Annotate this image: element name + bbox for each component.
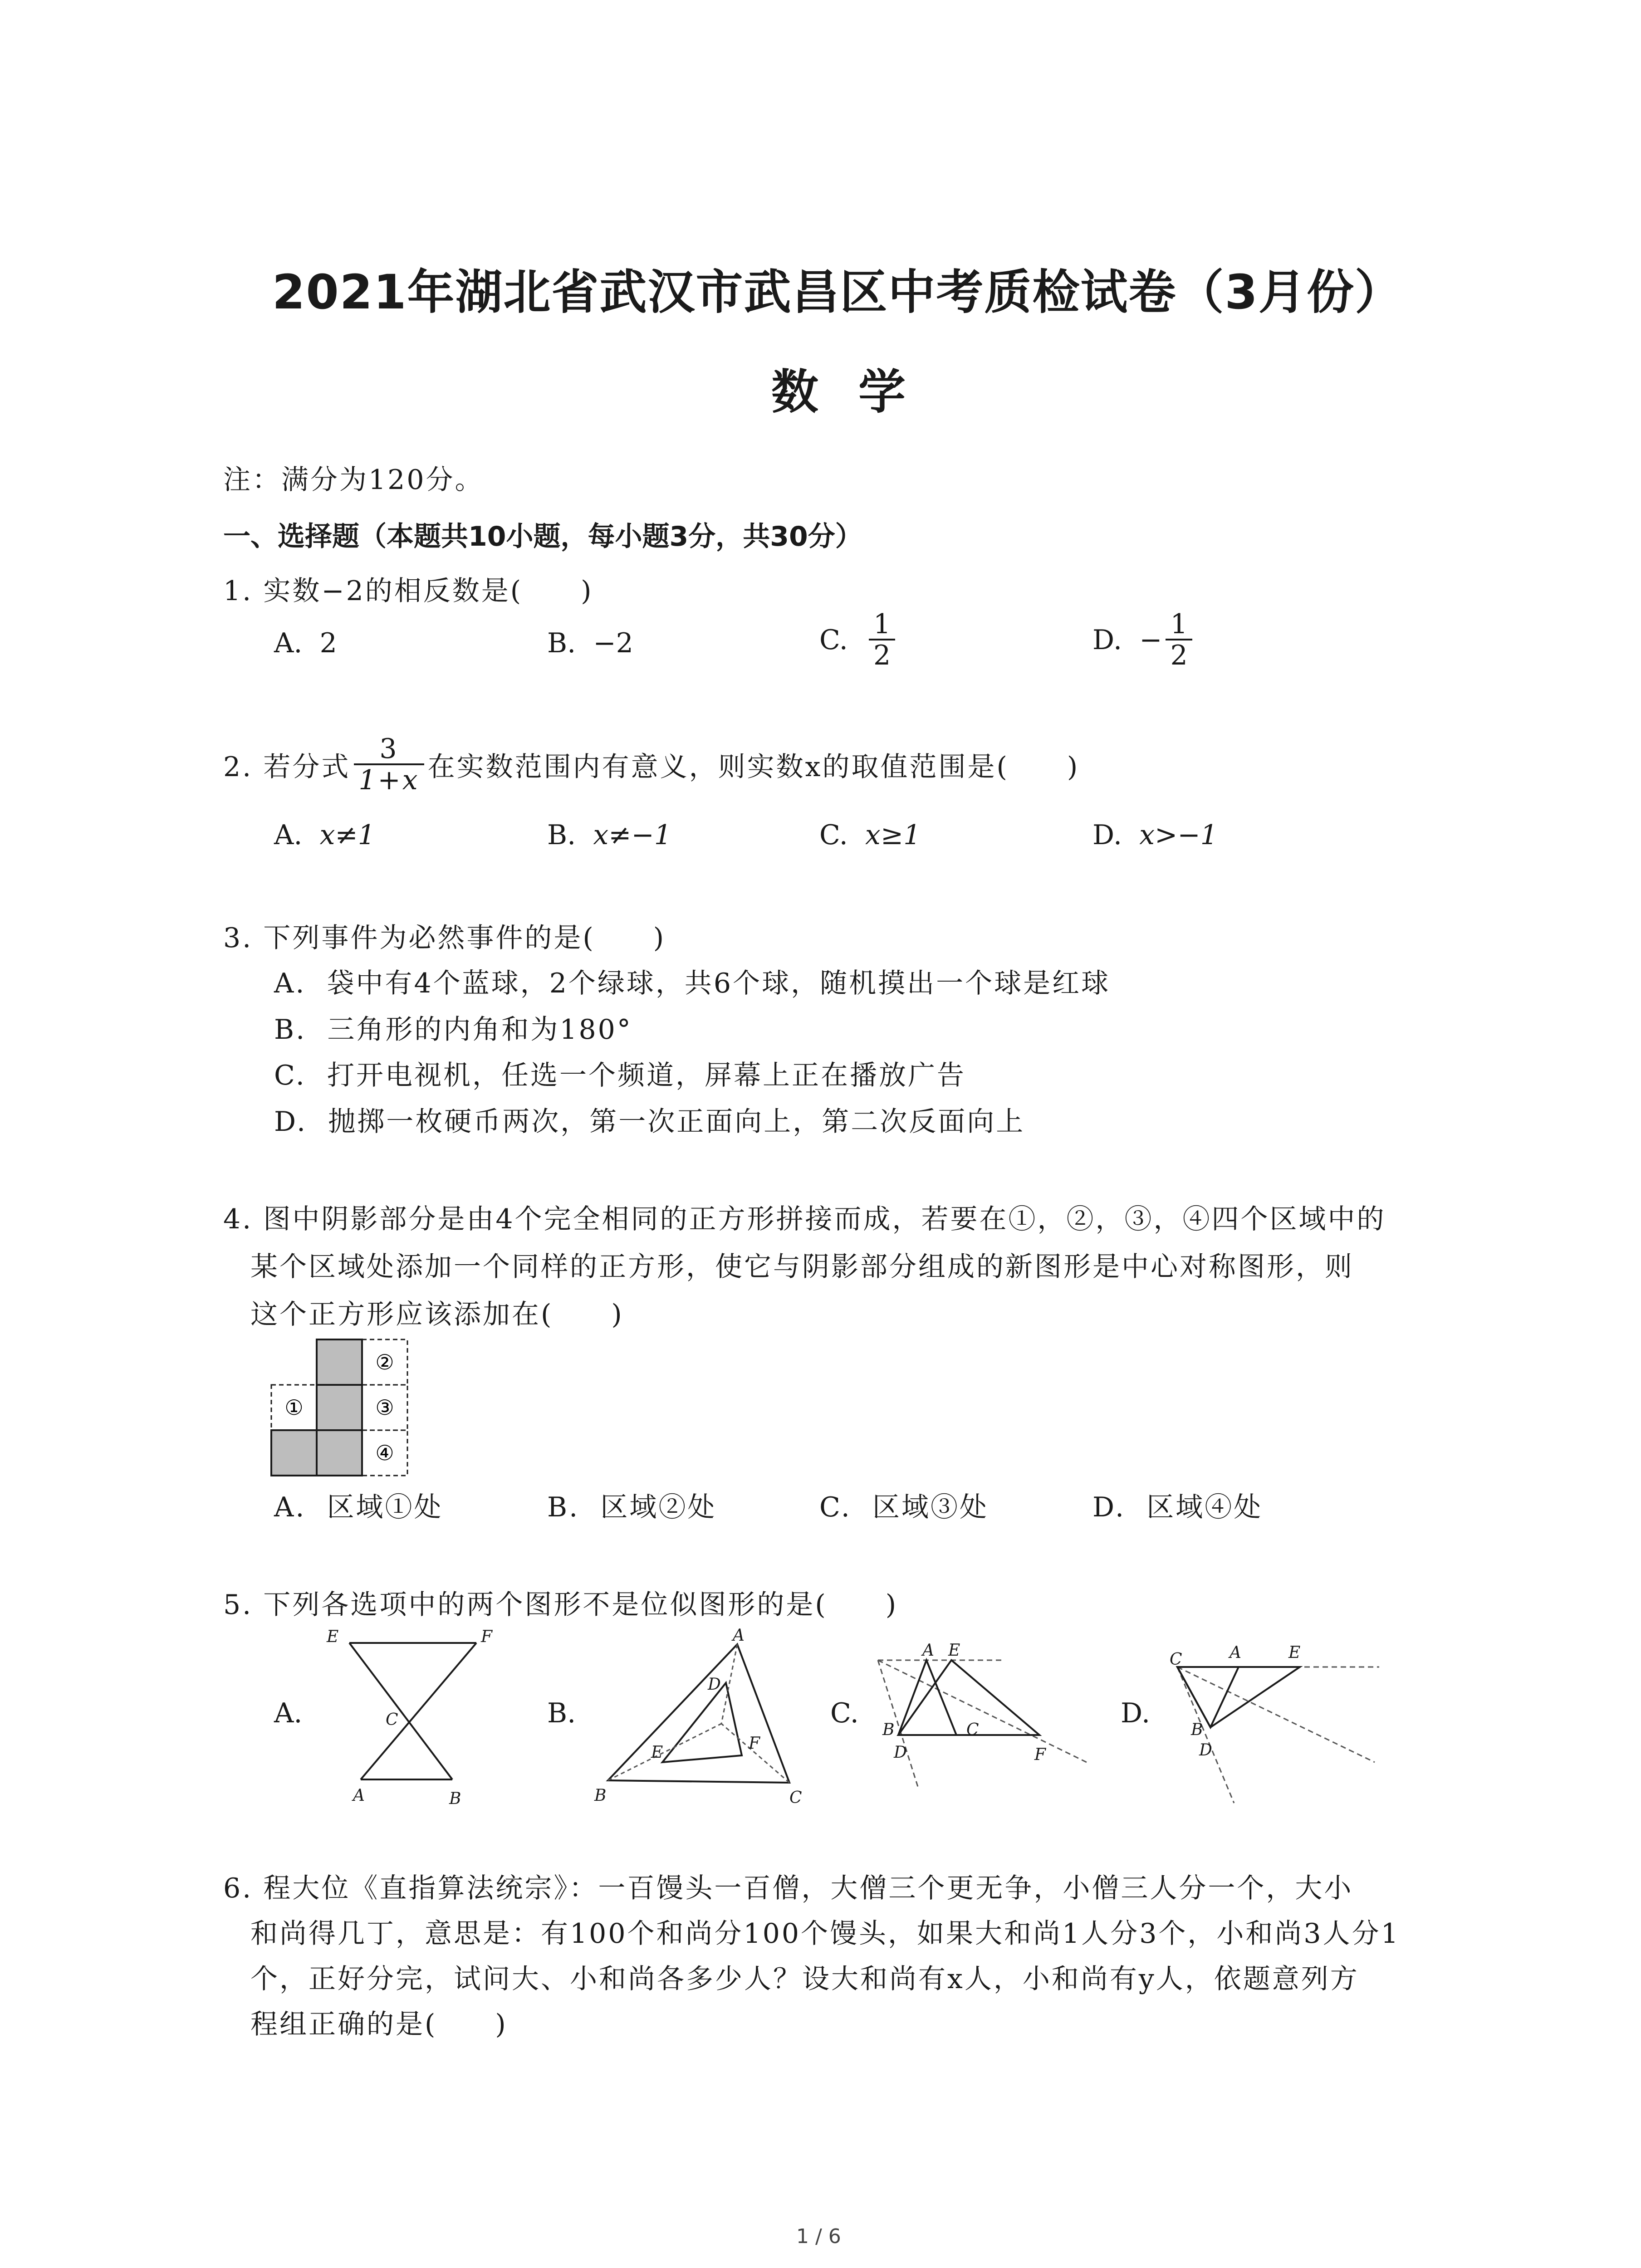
q3-option-a[interactable] bbox=[274, 962, 1110, 1001]
option-text: 区域③处 bbox=[872, 1491, 989, 1523]
q2-option-b[interactable] bbox=[547, 819, 671, 851]
vertex-label: A bbox=[1230, 1643, 1241, 1662]
region-label: ③ bbox=[375, 1395, 394, 1420]
shaded-square bbox=[317, 1339, 362, 1385]
option-text: x>−1 bbox=[1139, 819, 1218, 851]
vertex-label: C bbox=[789, 1789, 802, 1807]
option-letter: B. bbox=[547, 1491, 580, 1523]
shaded-square bbox=[271, 1430, 317, 1476]
option-text: 抛掷一枚硬币两次，第一次正面向上，第二次反面向上 bbox=[328, 1106, 1025, 1138]
option-letter: B. bbox=[547, 819, 576, 851]
vertex-label: A bbox=[922, 1641, 934, 1660]
question-5-stem: 5. 下列各选项中的两个图形不是位似图形的是( ) bbox=[223, 1589, 898, 1621]
q1-option-c[interactable] bbox=[819, 610, 899, 670]
vertex-label: E bbox=[327, 1628, 339, 1646]
vertex-label: C bbox=[1170, 1650, 1182, 1669]
q1-option-d[interactable] bbox=[1092, 610, 1196, 670]
option-letter: D. bbox=[1092, 819, 1122, 851]
question-3-stem: 3. 下列事件为必然事件的是( ) bbox=[223, 922, 666, 954]
vertex-label: A bbox=[733, 1626, 745, 1645]
vertex-label: F bbox=[481, 1628, 492, 1646]
option-letter: D. bbox=[1092, 1491, 1126, 1523]
page-title: 2021年湖北省武汉市武昌区中考质检试卷（3月份） bbox=[272, 264, 1403, 320]
question-2-stem bbox=[223, 735, 1079, 795]
option-text: 2 bbox=[319, 627, 337, 659]
option-letter: C. bbox=[819, 624, 848, 656]
vertex-label: E bbox=[1288, 1643, 1301, 1662]
option-text: x≥1 bbox=[865, 819, 921, 851]
option-text: 区域②处 bbox=[600, 1491, 717, 1523]
page-number: 1 / 6 bbox=[796, 2225, 841, 2248]
vertex-label: F bbox=[749, 1734, 760, 1753]
q5-figure-c bbox=[869, 1626, 1105, 1808]
q2-option-a[interactable] bbox=[274, 819, 375, 851]
option-letter: B. bbox=[547, 627, 576, 659]
q4-option-c[interactable] bbox=[819, 1486, 989, 1525]
q1-option-a[interactable] bbox=[274, 627, 337, 659]
vertex-label: B bbox=[594, 1786, 607, 1805]
q4-option-d[interactable] bbox=[1092, 1486, 1263, 1525]
option-letter: A. bbox=[274, 1491, 306, 1523]
vertex-label: E bbox=[651, 1743, 663, 1762]
q5-option-b-label[interactable]: B. bbox=[547, 1697, 576, 1729]
vertex-label: A bbox=[353, 1786, 365, 1805]
vertex-label: B bbox=[1191, 1721, 1203, 1739]
option-letter: C. bbox=[819, 1491, 852, 1523]
option-text: x≠−1 bbox=[593, 819, 671, 851]
q5-figure-d bbox=[1157, 1626, 1393, 1808]
vertex-label: D bbox=[708, 1675, 721, 1694]
option-text: 袋中有4个蓝球，2个绿球，共6个球，随机摸出一个球是红球 bbox=[327, 968, 1111, 999]
fraction-3-over-1-plus-x: $\frac{3}{1+x}$ bbox=[354, 735, 424, 795]
option-letter: A. bbox=[274, 968, 306, 999]
question-4-line-2: 某个区域处添加一个同样的正方形，使它与阴影部分组成的新图形是中心对称图形，则 bbox=[250, 1251, 1354, 1283]
q3-option-c[interactable] bbox=[274, 1054, 966, 1093]
option-letter: A. bbox=[274, 819, 303, 851]
vertex-label: F bbox=[1034, 1745, 1046, 1764]
question-6-line-1: 6. 程大位《直指算法统宗》：一百馒头一百僧，大僧三个更无争，小僧三人分一个，大小 bbox=[223, 1872, 1353, 1904]
question-6-line-4: 程组正确的是( ) bbox=[250, 2009, 508, 2040]
subject-title: 数学 bbox=[771, 364, 946, 420]
q5-figure-a bbox=[318, 1626, 499, 1808]
vertex-label: C bbox=[966, 1721, 979, 1739]
fraction-one-half: $\frac{1}{2}$ bbox=[869, 610, 895, 670]
shaded-square bbox=[317, 1385, 362, 1430]
minus-sign: − bbox=[1139, 624, 1162, 656]
fraction-one-half: $\frac{1}{2}$ bbox=[1166, 610, 1192, 670]
option-text: 三角形的内角和为180° bbox=[327, 1014, 632, 1046]
q2-option-d[interactable] bbox=[1092, 819, 1218, 851]
option-text: −2 bbox=[593, 627, 633, 659]
q5-option-d-label[interactable]: D. bbox=[1121, 1697, 1151, 1729]
q1-option-b[interactable] bbox=[547, 627, 633, 659]
option-letter: A. bbox=[274, 627, 303, 659]
vertex-label: C bbox=[386, 1711, 398, 1729]
question-1-stem: 1. 实数−2的相反数是( ) bbox=[223, 575, 593, 607]
region-label: ② bbox=[375, 1350, 394, 1374]
q5-figure-b bbox=[585, 1626, 803, 1808]
q4-option-a[interactable] bbox=[274, 1486, 443, 1525]
section-heading: 一、选择题（本题共10小题，每小题3分，共30分） bbox=[223, 521, 862, 552]
q3-option-d[interactable] bbox=[274, 1100, 1025, 1139]
vertex-label: D bbox=[894, 1743, 907, 1762]
q4-square-figure bbox=[265, 1336, 415, 1476]
region-label: ④ bbox=[375, 1441, 394, 1465]
shaded-square bbox=[317, 1430, 362, 1476]
q2-stem-post: 在实数范围内有意义，则实数x的取值范围是( ) bbox=[427, 751, 1080, 783]
option-text: 打开电视机，任选一个频道，屏幕上正在播放广告 bbox=[327, 1060, 966, 1091]
question-4-line-3: 这个正方形应该添加在( ) bbox=[250, 1299, 624, 1330]
option-letter: D. bbox=[1092, 624, 1122, 656]
q2-stem-pre: 2. 若分式 bbox=[223, 751, 351, 783]
vertex-label: B bbox=[882, 1721, 895, 1739]
q3-option-b[interactable] bbox=[274, 1008, 632, 1047]
question-4-line-1: 4. 图中阴影部分是由4个完全相同的正方形拼接而成，若要在①，②，③，④四个区域中的 bbox=[223, 1203, 1386, 1235]
option-letter: C. bbox=[819, 819, 848, 851]
vertex-label: B bbox=[449, 1789, 461, 1808]
q5-option-a-label[interactable]: A. bbox=[274, 1697, 303, 1729]
option-text: x≠1 bbox=[319, 819, 375, 851]
option-letter: C. bbox=[274, 1060, 306, 1091]
q4-option-b[interactable] bbox=[547, 1486, 716, 1525]
vertex-label: D bbox=[1199, 1741, 1212, 1760]
option-letter: D. bbox=[274, 1106, 308, 1138]
vertex-label: E bbox=[948, 1641, 960, 1660]
score-note: 注：满分为120分。 bbox=[223, 464, 484, 496]
option-text: 区域①处 bbox=[327, 1491, 443, 1523]
question-6-line-3: 个，正好分完，试问大、小和尚各多少人？设大和尚有x人，小和尚有y人，依题意列方 bbox=[250, 1963, 1359, 1995]
option-text: 区域④处 bbox=[1146, 1491, 1263, 1523]
q5-option-c-label[interactable]: C. bbox=[830, 1697, 859, 1729]
option-letter: B. bbox=[274, 1014, 307, 1046]
question-6-line-2: 和尚得几丁，意思是：有100个和尚分100个馒头，如果大和尚1人分3个，小和尚3人分1 bbox=[250, 1918, 1400, 1950]
region-label: ① bbox=[284, 1395, 304, 1420]
q2-option-c[interactable] bbox=[819, 819, 921, 851]
